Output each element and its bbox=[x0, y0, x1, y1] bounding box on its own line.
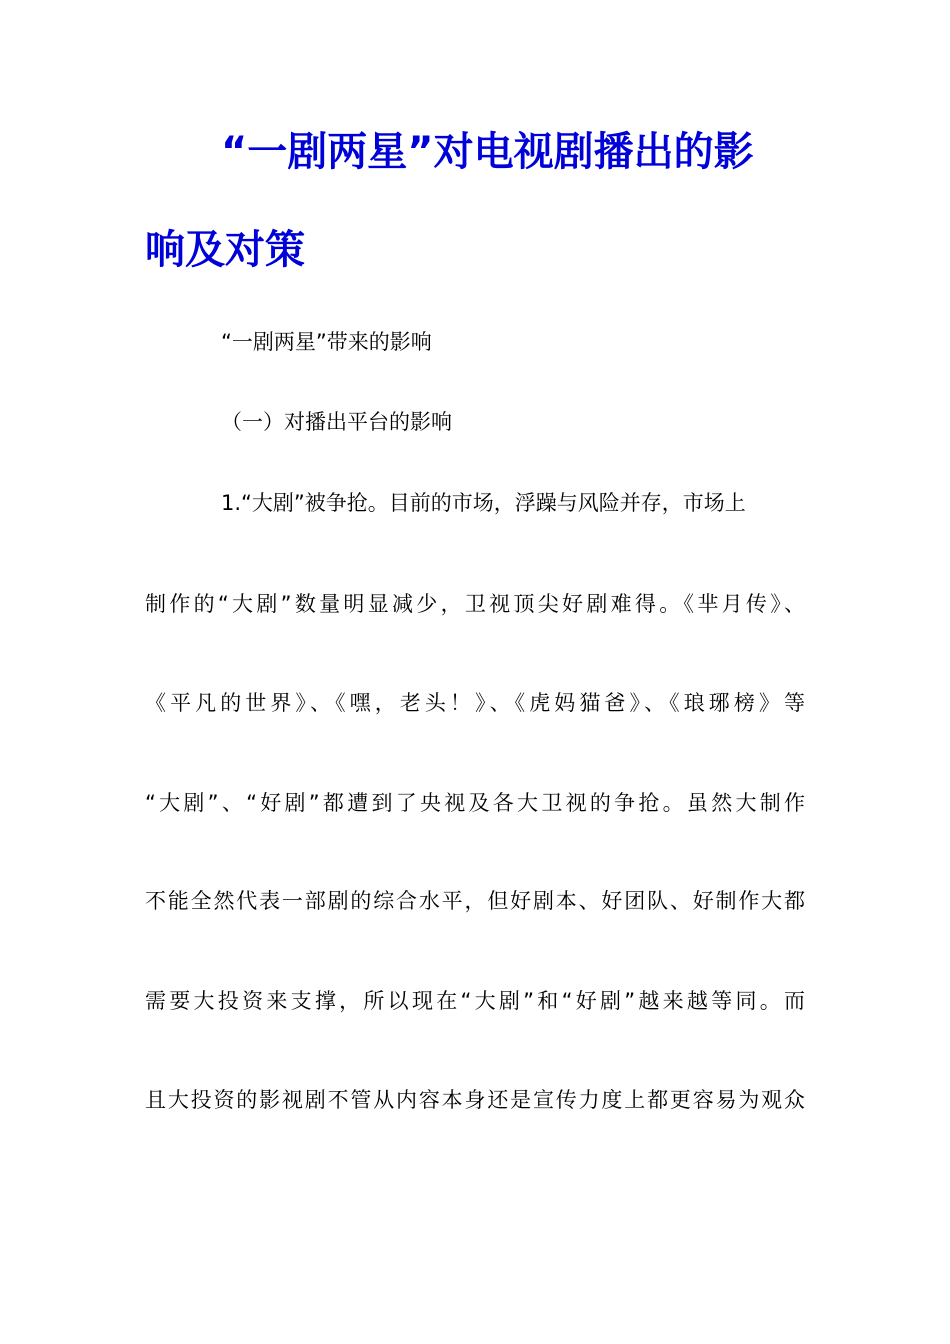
section-heading: “一剧两星”带来的影响 bbox=[221, 330, 432, 354]
paragraph-line-6: 需要大投资来支撑，所以现在“大剧”和“好剧”越来越等同。而 bbox=[145, 989, 805, 1013]
paragraph-line-1: 1.“大剧”被争抢。目前的市场，浮躁与风险并存，市场上 bbox=[221, 491, 746, 515]
paragraph-line-2: 制作的“大剧”数量明显减少，卫视顶尖好剧难得。《芈月传》、 bbox=[145, 592, 805, 616]
paragraph-line-3: 《平凡的世界》、《嘿，老头！》、《虎妈猫爸》、《琅琊榜》等 bbox=[145, 691, 805, 715]
paragraph-line-7: 且大投资的影视剧不管从内容本身还是宣传力度上都更容易为观众 bbox=[145, 1088, 805, 1112]
paragraph-line-4: “大剧”、“好剧”都遭到了央视及各大卫视的争抢。虽然大制作 bbox=[145, 791, 805, 815]
paragraph-line-5: 不能全然代表一部剧的综合水平，但好剧本、好团队、好制作大都 bbox=[145, 889, 805, 913]
subsection-heading: （一）对播出平台的影响 bbox=[221, 410, 452, 434]
document-title-line-1: “一剧两星”对电视剧播出的影 bbox=[221, 129, 754, 175]
document-title-line-2: 响及对策 bbox=[145, 227, 305, 273]
